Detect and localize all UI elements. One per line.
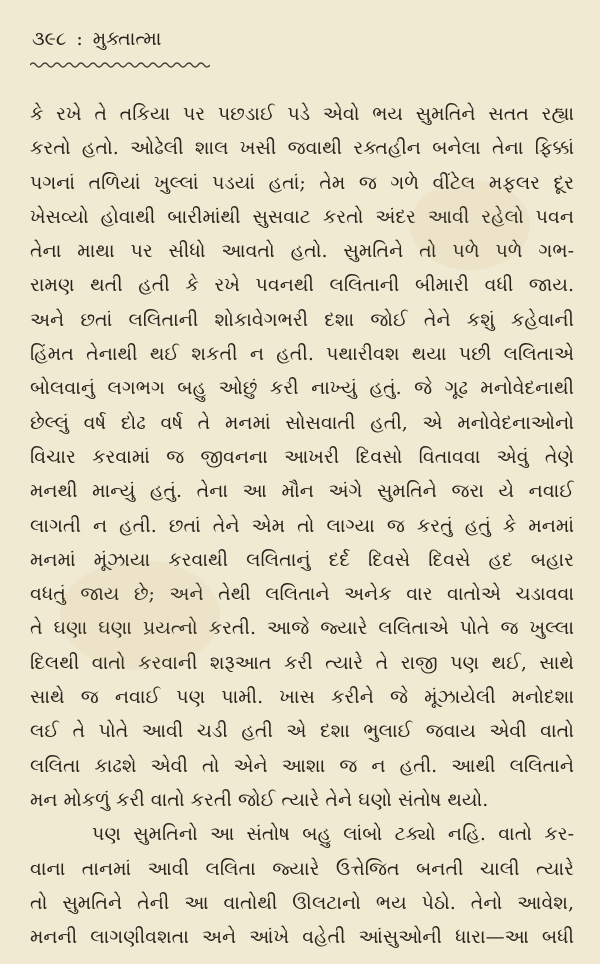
paragraph [30,817,574,954]
text-line: લઈ તે પોતે આવી ચડી હતી એ દશા ભુલાઈ જવાય એવી વાતો [30,720,574,743]
header-wavy-rule [30,61,210,69]
text-line: મન મોકળું કરી વાતો કરતી જોઈ ત્યારે તેને ઘણો સંતોષ થયો. [30,788,489,811]
text-line: વાના તાનમાં આવી લલિતા જ્યારે ઉત્તેજિત બનતી ચાલી ત્યારે [30,857,574,880]
text-line: કરતો હતો. ઓઢેલી શાલ ખસી જવાથી રક્તહીન બનેલા તેના ફિક્કાં [30,137,574,160]
text-line: લલિતા કાઢશે એવી તો એને આશા જ ન હતી. આથી લલિતાને [30,754,574,777]
text-line: વિચાર કરવામાં જ જીવનના આખરી દિવસો વિતાવવા એવું તેણે [30,445,574,468]
text-line: લાગતી ન હતી. છતાં તેને એમ તો લાગ્યા જ કરતું હતું કે મનમાં [30,514,574,537]
text-line: તો સુમતિને તેની આ વાતોથી ઊલટાનો ભય પેઠો. તેનો આવેશ, [30,891,574,914]
book-title: મુક્તાત્મા [92,28,162,50]
text-line: કે રખે તે તકિયા પર પછડાઈ પડે એવો ભય સુમતિને સતત રહ્યા [30,103,574,125]
text-line: દિલથી વાતો કરવાની શરૂઆત કરી ત્યારે તે રાજી પણ થઈ, સાથે [30,651,574,674]
text-line: તેના માથા પર સીધો આવતો હતો. સુમતિને તો પળે પળે ગભ- [30,240,574,263]
text-line: વધતું જાય છે; અને તેથી લલિતાને અનેક વાર વાતોએ ચડાવવા [30,583,574,606]
text-line: પણ સુમતિનો આ સંતોષ બહુ લાંબો ટક્યો નહિ. વાતો કર- [92,823,574,846]
text-line: અને છતાં લલિતાની શોકાવેગભરી દશા જોઈ તેને કશું કહેવાની [30,308,574,331]
header-separator: : [76,28,83,50]
text-line: મનથી માન્યું હતું. તેના આ મૌન અંગે સુમતિને જરા યે નવાઈ [30,480,574,503]
text-line: હિંમત તેનાથી થઈ શકતી ન હતી. પથારીવશ થયા પછી લલિતાએ [30,343,574,366]
text-line: તે ઘણા ઘણા પ્રયત્નો કરતી. આજે જ્યારે લલિતાએ પોતે જ ખુલ્લા [30,617,574,640]
text-line: છેલ્લું વર્ષ દોઢ વર્ષ તે મનમાં સોસવાતી હતી, એ મનોવેદનાઓનો [30,411,574,434]
text-line: પગનાં તળિયાં ખુલ્લાં પડયાં હતાં; તેમ જ ગળે વીંટેલ મફલર દૂર [30,171,574,194]
text-line: બોલવાનું લગભગ બહુ ઓછું કરી નાખ્યું હતું. જે ગૂઢ મનોવેદનાથી [30,377,574,400]
text-line: મનમાં મૂંઝાયા કરવાથી લલિતાનું દર્દ દિવસે દિવસે હદ બહાર [30,548,574,571]
text-line: સાથે જ નવાઈ પણ પામી. ખાસ કરીને જે મૂંઝાયેલી મનોદશા [30,686,574,709]
text-line: ખેસવ્યો હોવાથી બારીમાંથી સુસવાટ કરતો અંદર આવી રહેલો પવન [30,205,574,228]
text-line: મનની લાગણીવશતા અને આંખે વહેતી આંસુઓની ધારા—આ બધી [30,926,574,949]
text-line: રામણ થતી હતી કે રખે પવનથી લલિતાની બીમારી વધી જાય. [30,274,574,297]
page-header [30,28,574,54]
page-number: ૩૯૮ [32,28,67,50]
